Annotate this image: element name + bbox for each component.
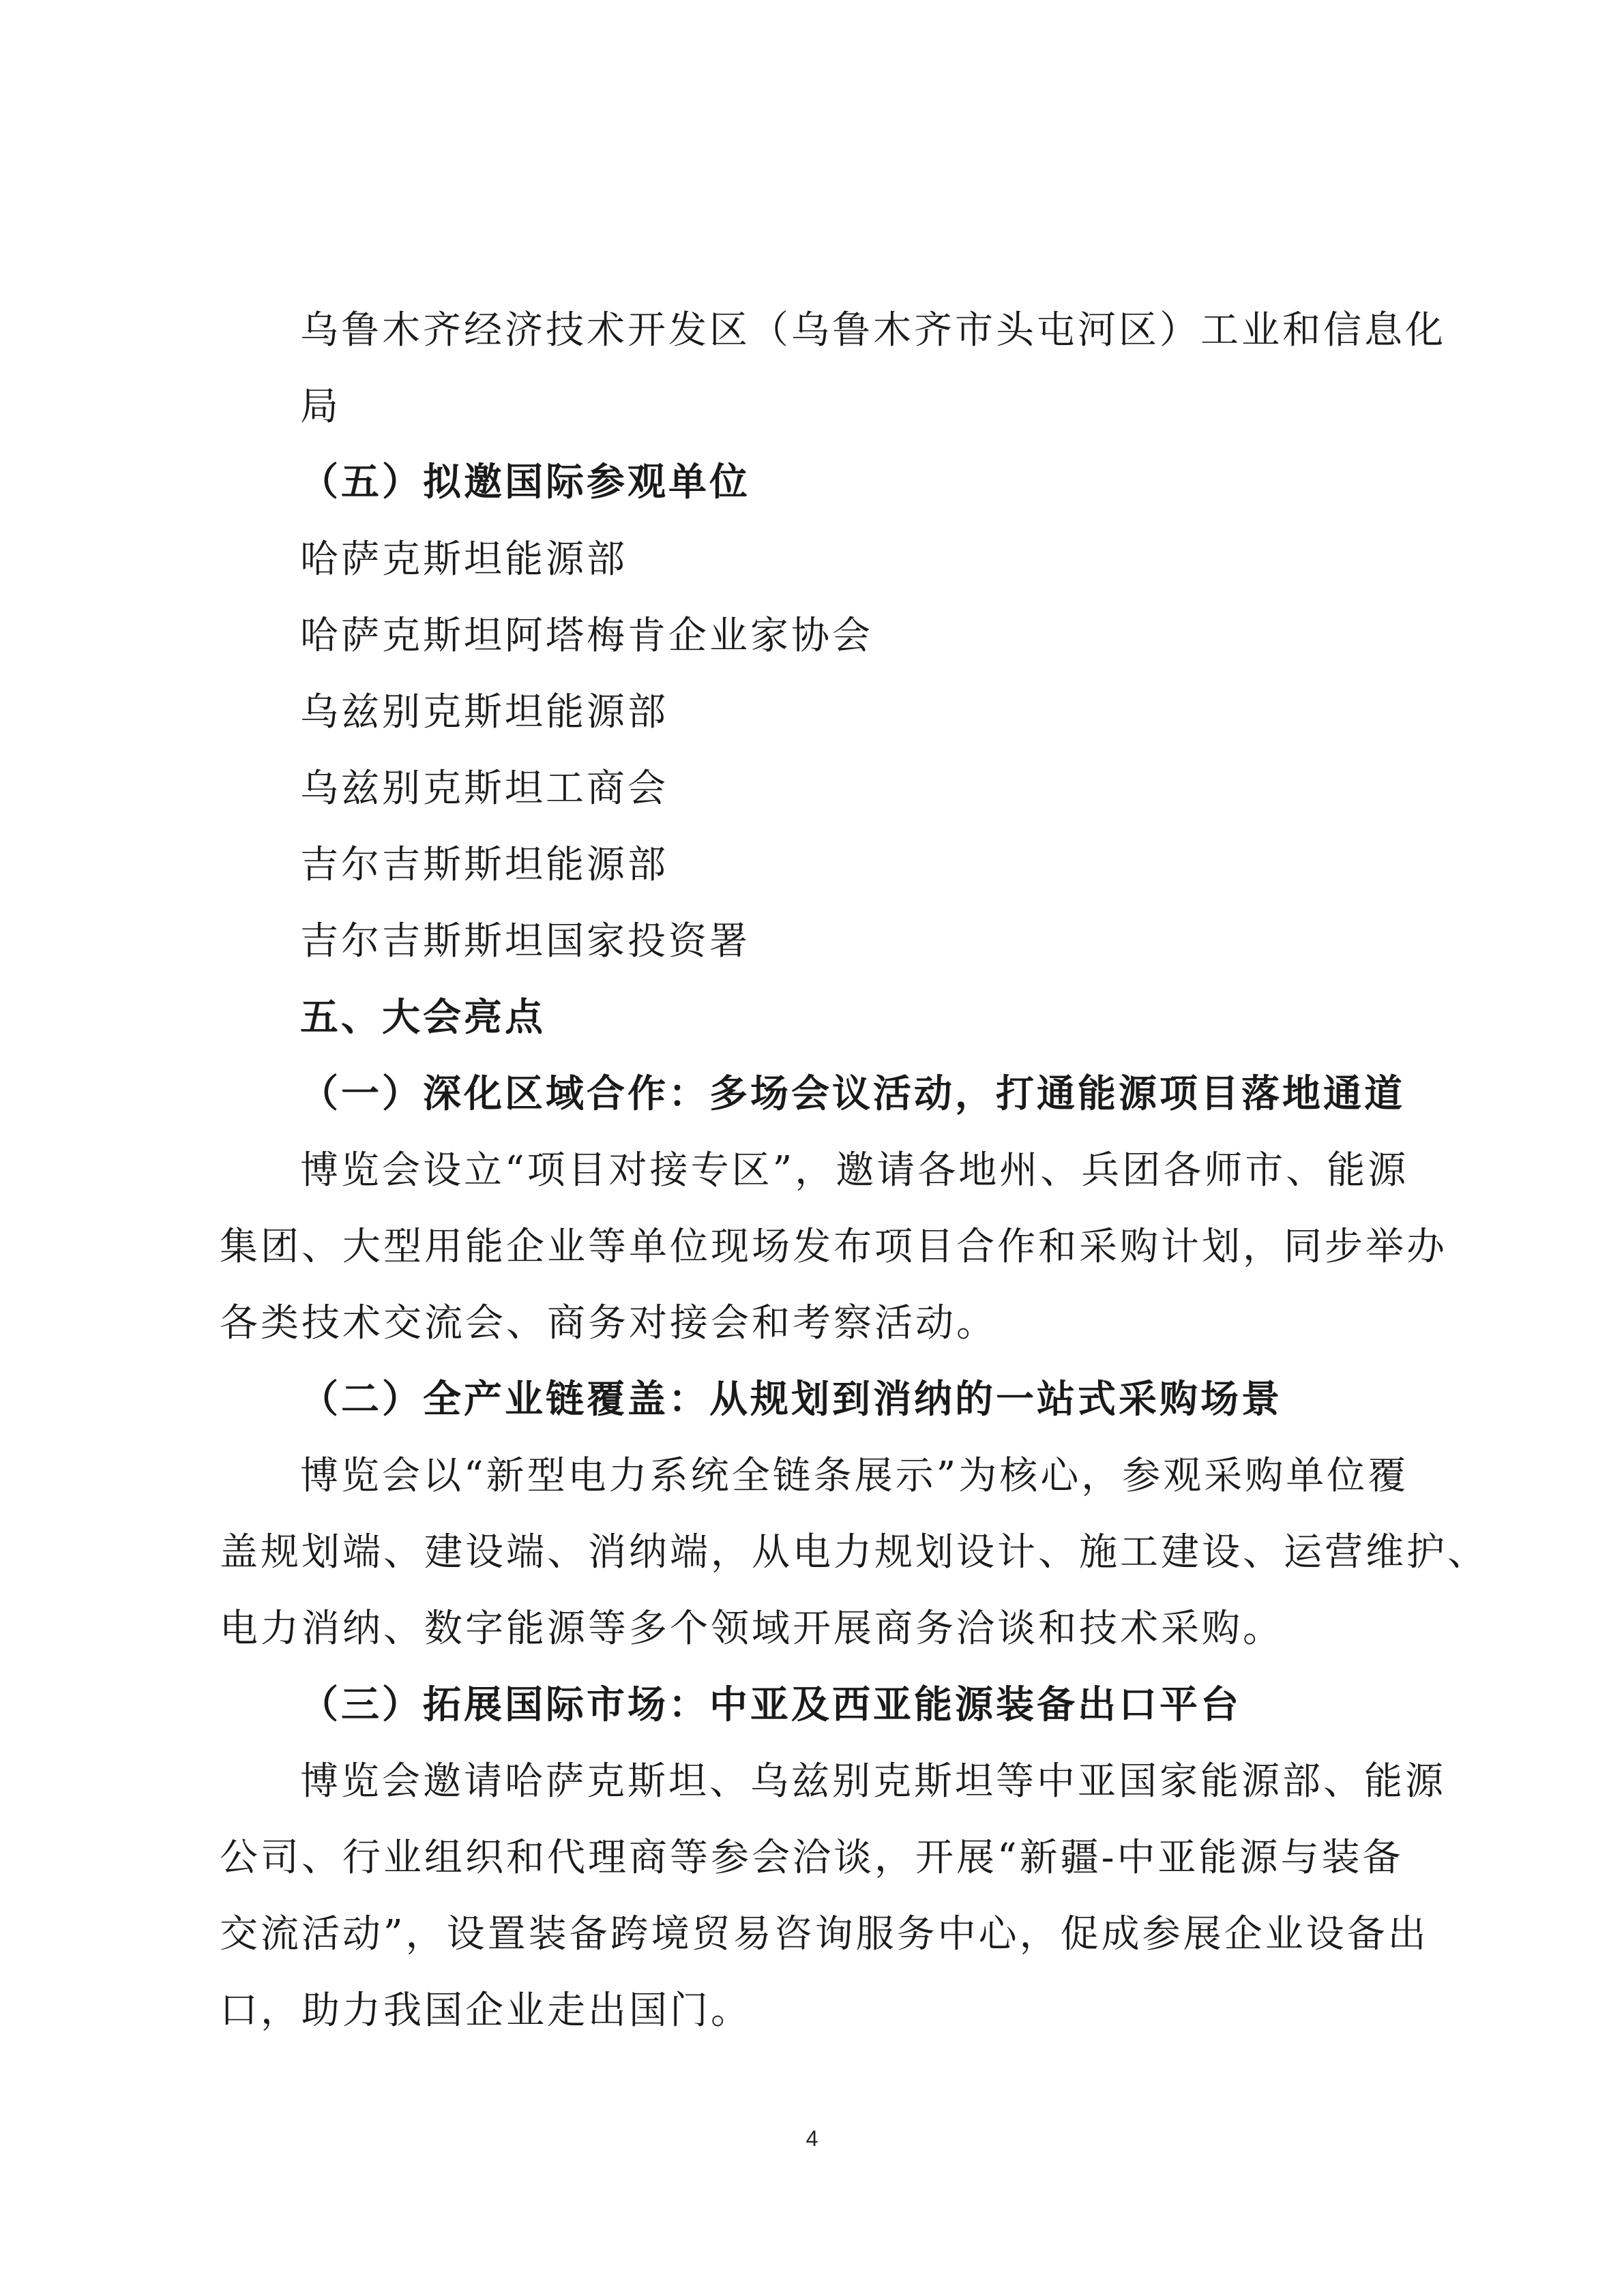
intl-org-item: 乌兹别克斯坦工商会 <box>300 766 668 811</box>
paragraph-1-line: 各类技术交流会、商务对接会和考察活动。 <box>220 1301 997 1345</box>
subheading-2: （二）全产业链覆盖：从规划到消纳的一站式采购场景 <box>300 1377 1282 1422</box>
paragraph-2-line: 电力消纳、数字能源等多个领域开展商务洽谈和技术采购。 <box>220 1607 1284 1651</box>
paragraph-1-line: 集团、大型用能企业等单位现场发布项目合作和采购计划，同步举办 <box>220 1225 1447 1269</box>
intl-heading: （五）拟邀国际参观单位 <box>300 460 750 505</box>
page-number: 4 <box>806 2126 818 2151</box>
paragraph-2-line: 盖规划端、建设端、消纳端，从电力规划设计、施工建设、运营维护、 <box>220 1530 1488 1575</box>
subheading-3: （三）拓展国际市场：中亚及西亚能源装备出口平台 <box>300 1683 1241 1727</box>
paragraph-3-line: 交流活动”，设置装备跨境贸易咨询服务中心，促成参展企业设备出 <box>220 1912 1429 1956</box>
intl-org-item: 吉尔吉斯斯坦能源部 <box>300 843 668 887</box>
paragraph-1-line: 博览会设立“项目对接专区”，邀请各地州、兵团各师市、能源 <box>300 1148 1409 1193</box>
section-heading: 五、大会亮点 <box>300 996 546 1040</box>
paragraph-3-line: 公司、行业组织和代理商等参会洽谈，开展“新疆-中亚能源与装备 <box>220 1836 1404 1880</box>
paragraph-2-line: 博览会以“新型电力系统全链条展示”为核心，参观采购单位覆 <box>300 1454 1409 1498</box>
subheading-1: （一）深化区域合作：多场会议活动，打通能源项目落地通道 <box>300 1072 1405 1116</box>
paragraph-3-line: 口，助力我国企业走出国门。 <box>220 1988 752 2033</box>
paragraph-3-line: 博览会邀请哈萨克斯坦、乌兹别克斯坦等中亚国家能源部、能源 <box>300 1759 1446 1804</box>
intl-org-item: 哈萨克斯坦能源部 <box>300 537 628 582</box>
intl-org-item: 哈萨克斯坦阿塔梅肯企业家协会 <box>300 614 873 658</box>
intl-org-item: 乌兹别克斯坦能源部 <box>300 690 668 734</box>
org-line-1: 乌鲁木齐经济技术开发区（乌鲁木齐市头屯河区）工业和信息化 <box>300 308 1446 353</box>
intl-org-item: 吉尔吉斯斯坦国家投资署 <box>300 919 750 964</box>
org-line-2: 局 <box>300 385 341 429</box>
